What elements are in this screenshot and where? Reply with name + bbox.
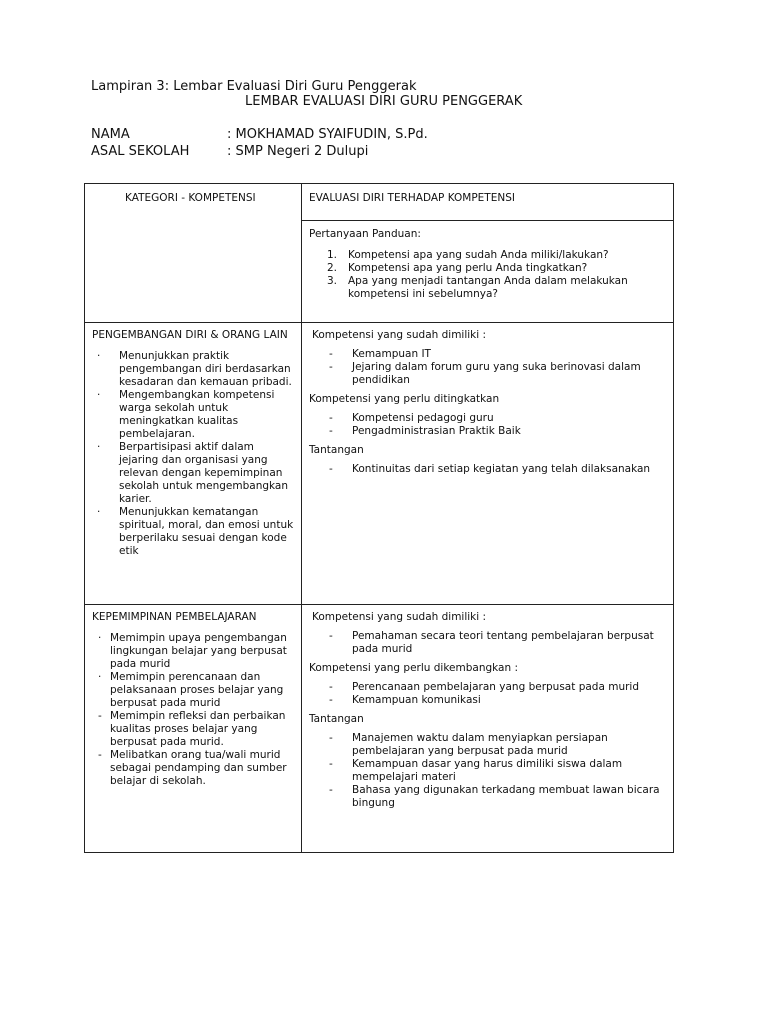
list-item: - Pengadministrasian Praktik Baik — [329, 425, 521, 437]
row2-evaluation-cell — [302, 605, 674, 853]
list-item: - Bahasa yang digunakan terkadang membuat lawan bicara bingung — [329, 784, 660, 809]
list-item: - Perencanaan pembelajaran yang berpusat pada murid — [329, 681, 640, 693]
list-item: · Berpartisipasi aktif dalam jejaring dan organisasi yang relevan dengan kepemimpinan sekolah untuk mengembangkan karier. — [97, 441, 289, 505]
list-item: · Mengembangkan kompetensi warga sekolah untuk meningkatkan kualitas pembelajaran. — [97, 389, 275, 440]
category-header: KATEGORI - KOMPETENSI — [125, 192, 256, 204]
row1-evaluation-cell — [302, 323, 674, 605]
appendix-title: Lampiran 3: Lembar Evaluasi Diri Guru Penggerak — [91, 79, 417, 94]
row1-improve-list — [302, 412, 673, 438]
list-item: - Kompetensi pedagogi guru — [329, 412, 494, 424]
list-item: · Menunjukkan praktik pengembangan diri berdasarkan kesadaran dan kemauan pribadi. — [97, 350, 292, 388]
row2-owned-list — [302, 630, 673, 656]
guide-cell — [302, 221, 674, 323]
name-label: NAMA — [91, 127, 130, 142]
list-item: - Pemahaman secara teori tentang pembelajaran berpusat pada murid — [329, 630, 654, 655]
row2-owned-label: Kompetensi yang sudah dimiliki : — [312, 611, 487, 623]
category-header-cell — [85, 184, 302, 323]
list-item: - Kemampuan IT — [329, 348, 431, 360]
list-item: 2. Kompetensi apa yang perlu Anda tingkatkan? — [327, 262, 588, 274]
row1-challenge-label: Tantangan — [309, 444, 364, 456]
row2-category: KEPEMIMPINAN PEMBELAJARAN — [92, 611, 257, 623]
list-item: 1. Kompetensi apa yang sudah Anda miliki/lakukan? — [327, 249, 609, 261]
list-item: · Memimpin perencanaan dan pelaksanaan proses belajar yang berpusat pada murid — [98, 671, 284, 709]
row1-challenge-list — [302, 463, 673, 476]
row2-challenge-label: Tantangan — [309, 713, 364, 725]
list-item: - Kemampuan komunikasi — [329, 694, 481, 706]
row1-owned-list — [302, 348, 673, 387]
page-title: LEMBAR EVALUASI DIRI GURU PENGGERAK — [245, 94, 523, 109]
row2-challenge-list — [302, 732, 673, 810]
row2-category-cell — [85, 605, 302, 853]
list-item: - Manajemen waktu dalam menyiapkan persiapan pembelajaran yang berpusat pada murid — [329, 732, 608, 757]
evaluation-table — [84, 183, 674, 853]
row2-improve-label: Kompetensi yang perlu dikembangkan : — [309, 662, 519, 674]
list-item: - Melibatkan orang tua/wali murid sebagai pendamping dan sumber belajar di sekolah. — [98, 749, 287, 787]
list-item: 3. Apa yang menjadi tantangan Anda dalam melakukan kompetensi ini sebelumnya? — [327, 275, 628, 300]
name-value: : MOKHAMAD SYAIFUDIN, S.Pd. — [227, 127, 428, 142]
row1-bullets — [85, 350, 301, 558]
row2-improve-list — [302, 681, 673, 707]
list-item: · Memimpin upaya pengembangan lingkungan belajar yang berpusat pada murid — [98, 632, 287, 670]
school-value: : SMP Negeri 2 Dulupi — [227, 144, 369, 159]
list-item: · Menunjukkan kematangan spiritual, moral, dan emosi untuk berperilaku sesuai dengan kode etik — [97, 506, 294, 557]
row1-category-cell — [85, 323, 302, 605]
list-item: - Kemampuan dasar yang harus dimiliki siswa dalam mempelajari materi — [329, 758, 623, 783]
guide-label: Pertanyaan Panduan: — [309, 228, 421, 240]
school-label: ASAL SEKOLAH — [91, 144, 190, 159]
guide-questions — [302, 249, 673, 301]
list-item: - Memimpin refleksi dan perbaikan kualitas proses belajar yang berpusat pada murid. — [98, 710, 286, 748]
row1-owned-label: Kompetensi yang sudah dimiliki : — [312, 329, 487, 341]
row1-improve-label: Kompetensi yang perlu ditingkatkan — [309, 393, 500, 405]
row1-category: PENGEMBANGAN DIRI & ORANG LAIN — [92, 329, 288, 341]
row2-bullets — [85, 632, 301, 788]
evaluation-header-cell — [302, 184, 674, 221]
evaluation-header: EVALUASI DIRI TERHADAP KOMPETENSI — [309, 192, 515, 204]
list-item: - Kontinuitas dari setiap kegiatan yang telah dilaksanakan — [329, 463, 651, 475]
list-item: - Jejaring dalam forum guru yang suka berinovasi dalam pendidikan — [329, 361, 641, 386]
